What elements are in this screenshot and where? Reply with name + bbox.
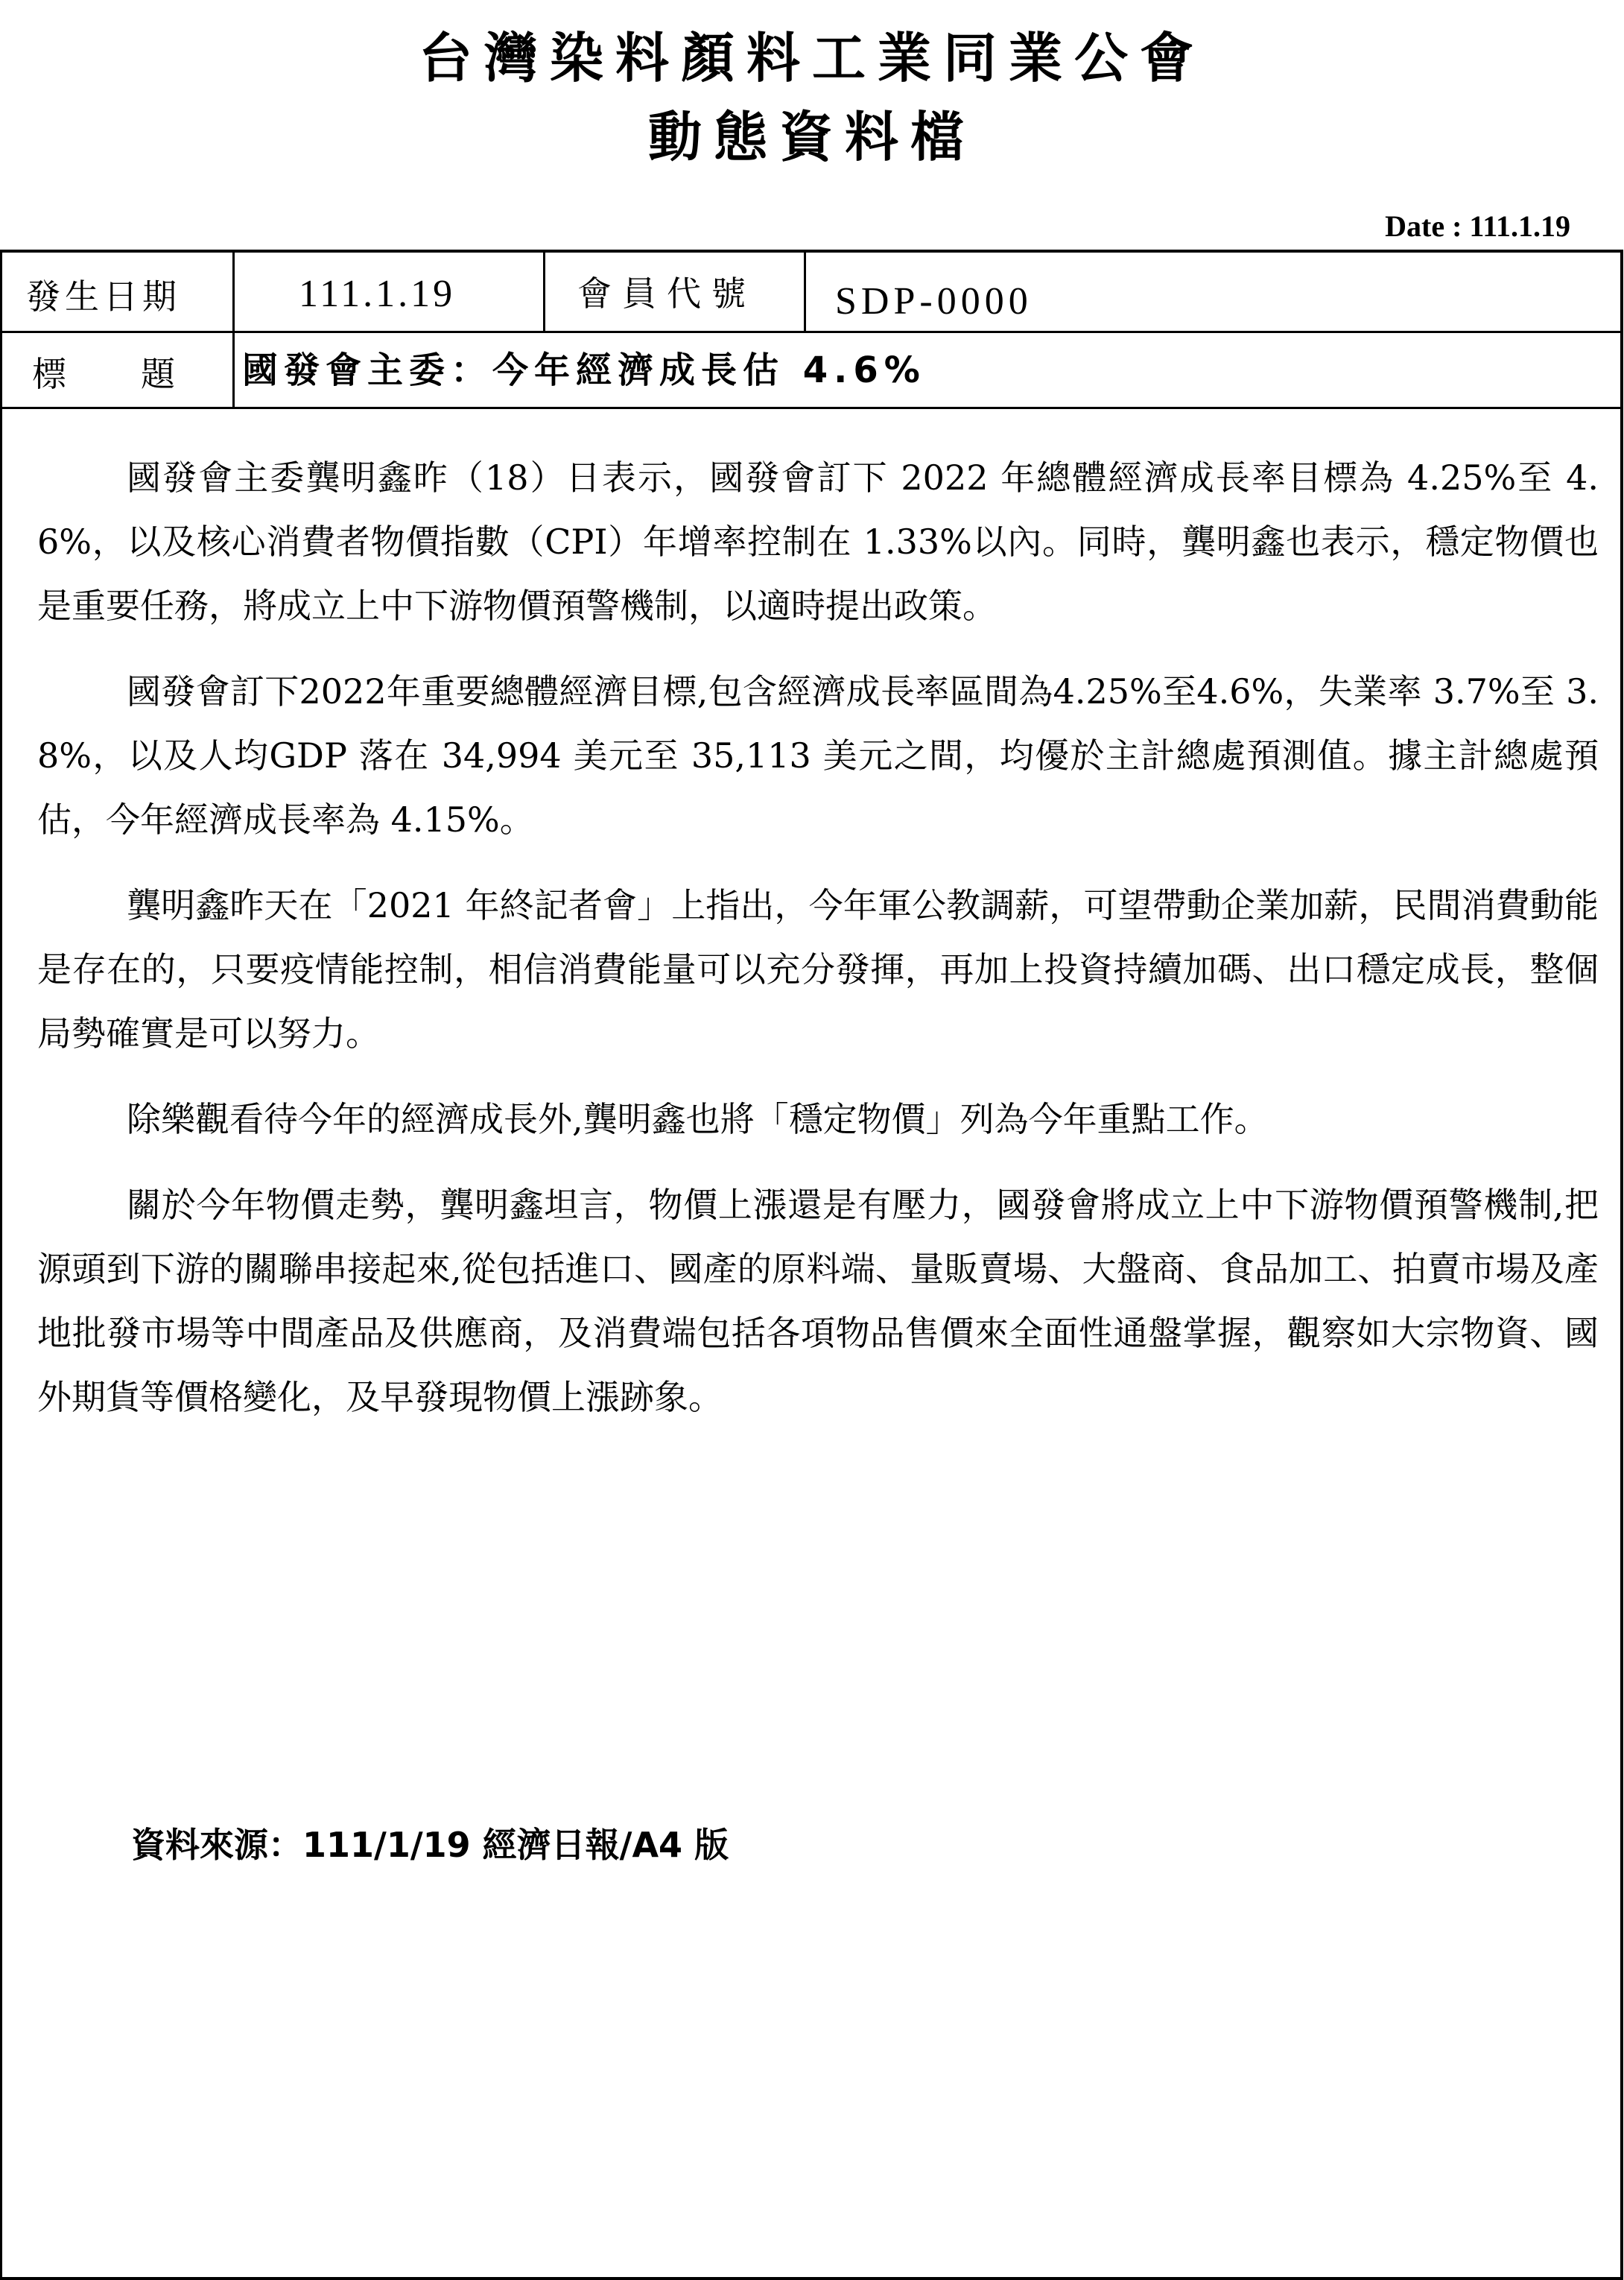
table-divider-col-date: [543, 253, 545, 331]
organization-title: 台灣染料顏料工業同業公會: [418, 27, 1205, 89]
article-paragraph: 國發會主委龔明鑫昨（18）日表示，國發會訂下 2022 年總體經濟成長率目標為 4.25%至 4.6%，以及核心消費者物價指數（CPI）年增率控制在 1.33%以內。同時，龔明鑫也表示，穩定物價也是重要任務，將成立上中下游物價預警機制，以適時提出政策。: [37, 457, 1599, 626]
table-divider-row-2: [2, 407, 1620, 409]
article-paragraph: 除樂觀看待今年的經濟成長外,龔明鑫也將「穩定物價」列為今年重點工作。: [127, 1099, 1269, 1139]
table-divider-col-label: [232, 253, 235, 407]
subject-label: [32, 354, 175, 394]
member-code-label: 會員代號: [577, 273, 756, 314]
table-divider-row-1: [2, 331, 1620, 333]
subject-label-char-2: 題: [141, 354, 175, 394]
table-divider-col-member: [804, 253, 806, 331]
document-type-title: 動態資料檔: [647, 106, 976, 168]
article-paragraph: 關於今年物價走勢，龔明鑫坦言，物價上漲還是有壓力，國發會將成立上中下游物價預警機制,把源頭到下游的關聯串接起來,從包括進口、國產的原料端、量販賣場、大盤商、食品加工、拍賣市場及產地批發市場等中間產品及供應商，及消費端包括各項物品售價來全面性通盤掌握，觀察如大宗物資、國外期貨等價格變化，及早發現物價上漲跡象。: [37, 1185, 1599, 1417]
occurrence-date-label: 發生日期: [26, 276, 181, 317]
member-code-value: SDP-0000: [835, 280, 1033, 323]
article-body: [37, 446, 1599, 1451]
subject-label-char-1: 標: [32, 354, 66, 394]
document-date: Date : 111.1.19: [1385, 209, 1570, 243]
article-paragraph: 國發會訂下2022年重要總體經濟目標,包含經濟成長率區間為4.25%至4.6%，失業率 3.7%至 3.8%，以及人均GDP 落在 34,994 美元至 35,113 美元之間，均優於主計總處預測值。據主計總處預估，今年經濟成長率為 4.15%。: [37, 671, 1599, 840]
subject-value: 國發會主委：今年經濟成長估 4.6%: [242, 349, 926, 391]
occurrence-date-value: 111.1.19: [299, 273, 456, 315]
article-paragraph: 龔明鑫昨天在「2021 年終記者會」上指出，今年軍公教調薪，可望帶動企業加薪，民間消費動能是存在的，只要疫情能控制，相信消費能量可以充分發揮，再加上投資持續加碼、出口穩定成長，整個局勢確實是可以努力。: [37, 885, 1599, 1054]
data-source: 資料來源：111/1/19 經濟日報/A4 版: [131, 1825, 729, 1865]
